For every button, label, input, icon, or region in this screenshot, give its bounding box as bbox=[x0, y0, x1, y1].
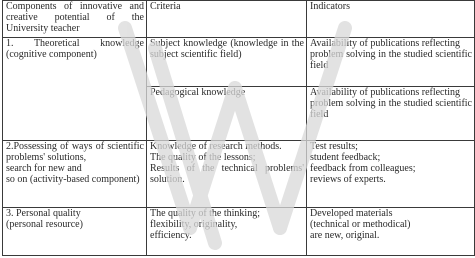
row2-indicators: Test results; student feedback; feedback from colleagues; reviews of experts. bbox=[307, 141, 475, 208]
row3-indicators: Developed materials (technical or methodical) are new, original. bbox=[307, 208, 475, 256]
row2-criteria: Knowledge of research methods. The quality of the lessons; Results of the technical problems' solution. bbox=[147, 141, 307, 208]
table-header-row bbox=[3, 1, 475, 38]
row1-component: 1. Theoretical knowledge (cognitive component) bbox=[3, 38, 147, 141]
table-row bbox=[3, 208, 475, 256]
row1-indicators-2 bbox=[307, 87, 475, 141]
header-components: Components of innovative and creative potential of the University teacher bbox=[3, 1, 147, 38]
header-criteria: Criteria bbox=[147, 1, 307, 38]
header-indicators: Indicators bbox=[307, 1, 475, 38]
table-row bbox=[3, 38, 475, 87]
row1-criteria-1: Subject knowledge (knowledge in the subject scientific field) bbox=[147, 38, 307, 87]
row1-indicators-1 bbox=[307, 38, 475, 87]
row2-component: 2.Possessing of ways of scientific problems' solutions, search for new and so on (activity-based component) bbox=[3, 141, 147, 208]
components-table bbox=[2, 0, 475, 256]
row1-criteria-2: Pedagogical knowledge bbox=[147, 87, 307, 141]
row1-indicators-2-text: Availability of publications reflecting problem solving in the studied scientific field bbox=[310, 87, 472, 120]
row1-indicators-1-text: Availability of publications reflecting problem solving in the studied scientific field bbox=[310, 38, 472, 71]
row3-criteria: The quality of the thinking; flexibility, originality, efficiency. bbox=[147, 208, 307, 256]
table-row bbox=[3, 141, 475, 208]
row3-component: 3. Personal quality (personal resource) bbox=[3, 208, 147, 256]
